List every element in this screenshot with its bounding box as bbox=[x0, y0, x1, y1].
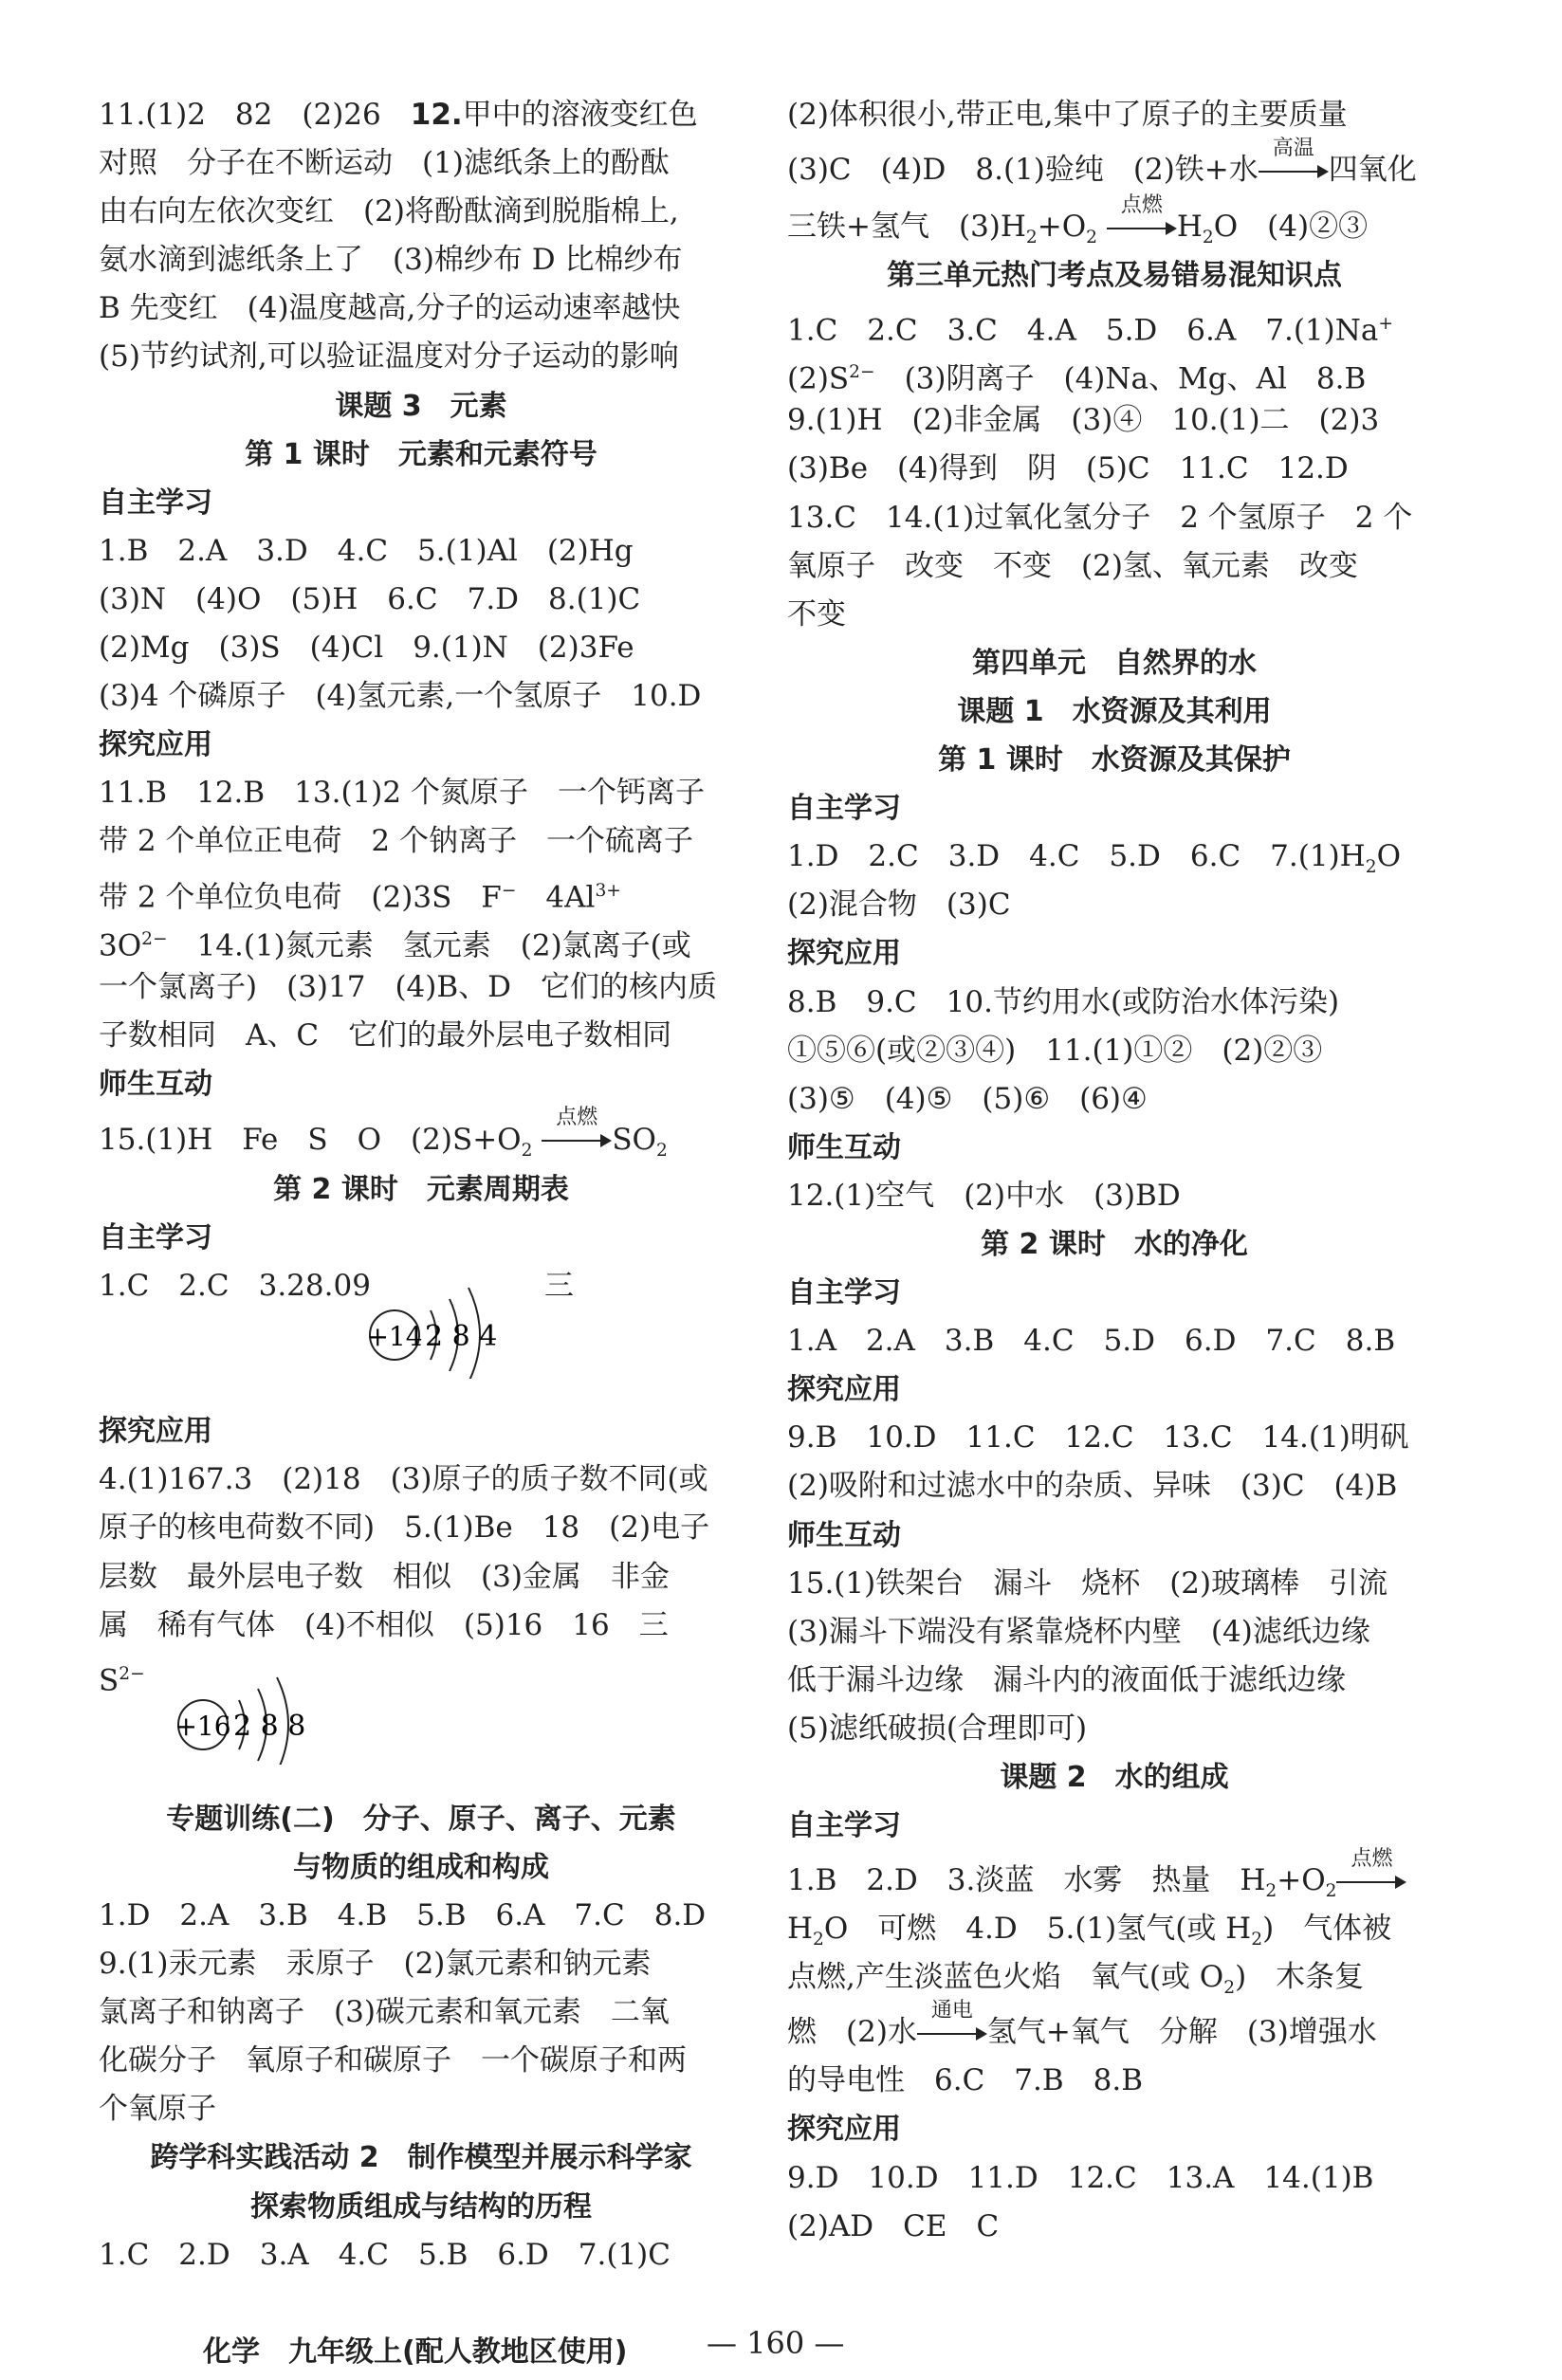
equation-line: 1.B 2.D 3.淡蓝 水雾 热量 $H_2+O_2$ 点燃 bbox=[787, 1850, 1442, 1905]
answer-line: (2)Mg (3)S (4)Cl 9.(1)N (2)3Fe bbox=[99, 631, 634, 666]
equation-line: 三铁+氢气 $(3)H_2+O_2$ 点燃 $H_2O$ (4)②③ bbox=[787, 192, 1369, 248]
section-heading: 探究应用 bbox=[787, 937, 901, 971]
section-heading: 师生互动 bbox=[787, 1518, 901, 1552]
unit-heading: 第四单元 自然界的水 bbox=[972, 646, 1257, 680]
answer-line: B 先变红 (4)温度越高,分子的运动速率越快 bbox=[99, 291, 681, 326]
answer-line: $(2)S^{2-}$ (3)阴离子 (4)Na、Mg、Al 8.B bbox=[787, 361, 1367, 396]
answer-line: $3O^{2-}$ 14.(1)氮元素 氢元素 (2)氯离子(或 bbox=[99, 927, 691, 962]
topic-heading: 课题 1 水资源及其利用 bbox=[957, 694, 1272, 728]
answer-line: (2)AD CE C bbox=[787, 2208, 1000, 2243]
answer-line: 的导电性 6.C 7.B 8.B bbox=[787, 2063, 1144, 2098]
answer-line: 层数 最外层电子数 相似 (3)金属 非金 bbox=[99, 1559, 670, 1594]
reaction-arrow: 点燃 bbox=[1107, 219, 1177, 238]
answer-line: 低于漏斗边缘 漏斗内的液面低于滤纸边缘 bbox=[787, 1662, 1346, 1697]
atom-structure-icon bbox=[173, 1668, 457, 1765]
footer-subject: 化学 九年级上(配人教地区使用) bbox=[203, 2335, 628, 2369]
answer-line: 由右向左依次变红 (2)将酚酞滴到脱脂棉上, bbox=[99, 194, 679, 229]
answer-line: 1.C 2.C 3.C 4.A 5.D 6.A 7.(1)Na+ bbox=[787, 313, 1393, 348]
special-heading: 专题训练(二) 分子、原子、离子、元素 bbox=[166, 1802, 676, 1836]
answer-line: 带 2 个单位正电荷 2 个钠离子 一个硫离子 bbox=[99, 824, 694, 859]
answer-line: (2)混合物 (3)C bbox=[787, 888, 1011, 923]
activity-heading: 跨学科实践活动 2 制作模型并展示科学家 bbox=[150, 2141, 692, 2175]
atom-diagram-s bbox=[99, 1698, 744, 1795]
answer-line: 属 稀有气体 (4)不相似 (5)16 16 三 bbox=[99, 1607, 669, 1642]
answer-line: 对照 分子在不断运动 (1)滤纸条上的酚酞 bbox=[99, 146, 670, 181]
lesson-heading: 第 1 课时 水资源及其保护 bbox=[938, 743, 1291, 778]
answer-line: (2)体积很小,带正电,集中了原子的主要质量 bbox=[787, 98, 1348, 132]
section-heading: 探究应用 bbox=[99, 728, 212, 762]
lesson-heading: 第 2 课时 元素周期表 bbox=[273, 1172, 569, 1206]
reaction-arrow: 高温 bbox=[1259, 162, 1329, 181]
answer-line: 个氧原子 bbox=[99, 2092, 216, 2127]
answer-line: 11.(1)2 82 (2)26 12.甲中的溶液变红色 bbox=[99, 98, 698, 132]
section-heading: 自主学习 bbox=[787, 1809, 901, 1843]
unit-heading: 第三单元热门考点及易错易混知识点 bbox=[887, 259, 1342, 293]
equation-line: 15.(1)H Fe S O $(2)S+O_2$ 点燃 $SO_2$ bbox=[99, 1106, 668, 1162]
section-heading: 师生互动 bbox=[99, 1067, 212, 1101]
reaction-arrow: 通电 bbox=[917, 2024, 987, 2043]
svg-text:2 8 8: 2 8 8 bbox=[233, 1709, 306, 1743]
answer-line: 不变 bbox=[787, 596, 846, 632]
section-heading: 自主学习 bbox=[787, 792, 901, 826]
svg-text:+16: +16 bbox=[175, 1710, 231, 1742]
answer-line: 带 2 个单位负电荷 (2)3S F− $4Al^{3+}$ bbox=[99, 879, 621, 914]
answer-line: $S^{2-}$ bbox=[99, 1663, 145, 1698]
answer-line: 15.(1)铁架台 漏斗 烧杯 (2)玻璃棒 引流 bbox=[787, 1565, 1388, 1601]
answer-line: 子数相同 A、C 它们的最外层电子数相同 bbox=[99, 1017, 672, 1053]
answer-line: 点燃,产生淡蓝色火焰 氧气(或 $O_2$) 木条复 bbox=[787, 1960, 1365, 1999]
answer-line: 9.(1)H (2)非金属 (3)④ 10.(1)二 (2)3 bbox=[787, 403, 1380, 438]
answer-line: 氧原子 改变 不变 (2)氢、氧元素 改变 bbox=[787, 548, 1358, 583]
left-column bbox=[99, 91, 744, 2279]
page-number: — 160 — bbox=[707, 2325, 845, 2361]
answer-line: 氨水滴到滤纸条上了 (3)棉纱布 D 比棉纱布 bbox=[99, 243, 683, 278]
answer-line: 9.D 10.D 11.D 12.C 13.A 14.(1)B bbox=[787, 2160, 1374, 2195]
right-column bbox=[787, 91, 1442, 2251]
section-heading: 自主学习 bbox=[99, 485, 212, 520]
lesson-heading: 第 1 课时 元素和元素符号 bbox=[245, 437, 597, 471]
answer-line: 1.C 2.D 3.A 4.C 5.B 6.D 7.(1)C bbox=[99, 2237, 671, 2272]
lesson-heading: 第 2 课时 水的净化 bbox=[981, 1227, 1248, 1261]
answer-line: (3)⑤ (4)⑤ (5)⑥ (6)④ bbox=[787, 1081, 1148, 1116]
answer-line: 1.C 2.C 3.28.09 三 bbox=[99, 1269, 574, 1304]
section-heading: 探究应用 bbox=[787, 2113, 901, 2147]
answer-line: (3)N (4)O (5)H 6.C 7.D 8.(1)C bbox=[99, 581, 641, 616]
answer-line: 1.D 2.C 3.D 4.C 5.D 6.C $7.(1)H_2O$ bbox=[787, 839, 1401, 878]
section-heading: 探究应用 bbox=[787, 1373, 901, 1407]
section-heading: 探究应用 bbox=[99, 1415, 212, 1449]
answer-line: 13.C 14.(1)过氧化氢分子 2 个氢原子 2 个 bbox=[787, 500, 1413, 535]
answer-line: (5)节约试剂,可以验证温度对分子运动的影响 bbox=[99, 339, 679, 375]
activity-heading: 探索物质组成与结构的历程 bbox=[250, 2189, 592, 2224]
answer-line: 9.B 10.D 11.C 12.C 13.C 14.(1)明矾 bbox=[787, 1420, 1409, 1455]
answer-line: (3)4 个磷原子 (4)氢元素,一个氢原子 10.D bbox=[99, 679, 702, 714]
answer-line: ①⑤⑥(或②③④) 11.(1)①② (2)②③ bbox=[787, 1033, 1323, 1068]
answer-line: (3)漏斗下端没有紧靠烧杯内壁 (4)滤纸边缘 bbox=[787, 1614, 1370, 1649]
reaction-arrow: 点燃 bbox=[542, 1131, 612, 1150]
answer-line: 11.B 12.B 13.(1)2 个氮原子 一个钙离子 bbox=[99, 776, 705, 811]
answer-line: 1.D 2.A 3.B 4.B 5.B 6.A 7.C 8.D bbox=[99, 1898, 707, 1932]
answer-line: 化碳分子 氧原子和碳原子 一个碳原子和两 bbox=[99, 2043, 687, 2078]
equation-line: (3)C (4)D 8.(1)验纯 (2)铁+水 高温 四氧化 bbox=[787, 136, 1417, 188]
topic-heading: 课题 2 水的组成 bbox=[1000, 1761, 1229, 1794]
answer-line: 8.B 9.C 10.节约用水(或防治水体污染) bbox=[787, 984, 1340, 1019]
answer-line: 1.A 2.A 3.B 4.C 5.D 6.D 7.C 8.B bbox=[787, 1324, 1396, 1359]
section-heading: 师生互动 bbox=[787, 1130, 901, 1164]
answer-line: (5)滤纸破损(合理即可) bbox=[787, 1711, 1088, 1746]
answer-line: 氯离子和钠离子 (3)碳元素和氧元素 二氧 bbox=[99, 1995, 670, 2030]
section-heading: 自主学习 bbox=[787, 1276, 901, 1310]
reaction-arrow: 点燃 bbox=[1336, 1873, 1406, 1892]
answer-line: 4.(1)167.3 (2)18 (3)原子的质子数不同(或 bbox=[99, 1462, 708, 1497]
answer-line: (3)Be (4)得到 阴 (5)C 11.C 12.D bbox=[787, 451, 1349, 486]
answer-line: 9.(1)汞元素 汞原子 (2)氯元素和钠元素 bbox=[99, 1947, 652, 1982]
special-heading: 与物质的组成和构成 bbox=[293, 1850, 549, 1884]
answer-line: 1.B 2.A 3.D 4.C 5.(1)Al (2)Hg bbox=[99, 533, 634, 568]
atom-structure-icon bbox=[364, 1282, 649, 1379]
equation-line: 燃 (2)水 通电 氢气+氧气 分解 (3)增强水 bbox=[787, 1998, 1377, 2050]
svg-text:+14: +14 bbox=[366, 1321, 423, 1353]
answer-line: $H_2O$ 可燃 4.D 5.(1)氢气(或 $H_2$) 气体被 bbox=[787, 1912, 1392, 1950]
svg-text:2 8 4: 2 8 4 bbox=[425, 1320, 498, 1354]
answer-line: 12.(1)空气 (2)中水 (3)BD bbox=[787, 1178, 1181, 1213]
topic-heading: 课题 3 元素 bbox=[335, 389, 507, 423]
answer-line: 一个氯离子) (3)17 (4)B、D 它们的核内质 bbox=[99, 969, 717, 1004]
section-heading: 自主学习 bbox=[99, 1221, 212, 1255]
atom-diagram-si bbox=[99, 1310, 744, 1407]
answer-line: (2)吸附和过滤水中的杂质、异味 (3)C (4)B bbox=[787, 1469, 1398, 1504]
answer-line: 原子的核电荷数不同) 5.(1)Be 18 (2)电子 bbox=[99, 1510, 710, 1546]
